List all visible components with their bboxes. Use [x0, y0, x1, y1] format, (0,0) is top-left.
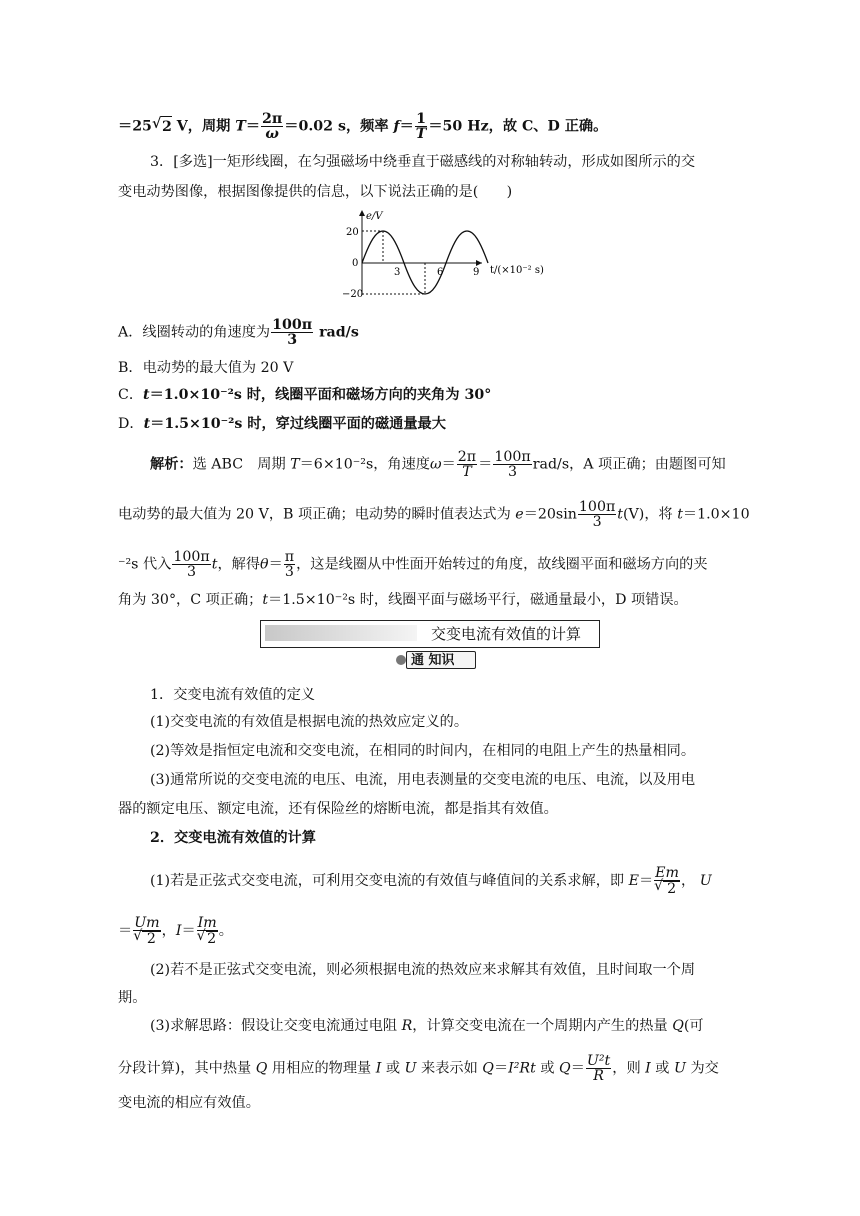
k2-p1-line1: (1)若是正弦式交变电流，可利用交变电流的有效值与峰值间的关系求解，即 E＝ Em √ 2 ， U — [150, 866, 742, 896]
emf-graph — [330, 205, 570, 300]
option-b: B．电动势的最大值为 20 V — [118, 360, 294, 376]
k2-p1-line2: ＝ Um √ 2 ，I＝ Im √ 2 。 — [118, 916, 742, 946]
var-T: T — [235, 118, 246, 135]
badge-label: 通 知识 — [406, 651, 476, 669]
k1-p3a: (3)通常所说的交变电流的电压、电流，用电表测量的交变电流的电压、电流，以及用电 — [150, 772, 696, 788]
y-tick-neg20: −20 — [342, 289, 364, 300]
section-title: 交变电流有效值的计算 — [431, 625, 582, 643]
badge-icon — [396, 655, 406, 665]
section-header — [260, 620, 600, 648]
question-stem-line2: 变电动势图像，根据图像提供的信息，以下说法正确的是( ) — [118, 184, 513, 200]
text: ＝25 — [118, 118, 152, 135]
y-tick-20: 20 — [346, 227, 359, 238]
y-tick-0: 0 — [352, 258, 359, 269]
prev-answer-line: ＝25√ 2 V，周期 T＝ $\frac{2\pi}{\omega}$ ＝0.02 s，频率 f＝ $\frac{1}{T}$ ＝50 Hz，故 C、D 正确。 — [118, 112, 742, 141]
x-tick-6: 6 — [437, 267, 444, 278]
option-d: D．t＝1.5×10⁻²s 时，穿过线圈平面的磁通量最大 — [118, 416, 446, 432]
option-c: C．t＝1.0×10⁻²s 时，线圈平面和磁场方向的夹角为 30° — [118, 387, 492, 403]
y-arrow-icon — [359, 210, 365, 216]
section-tag-bar — [265, 625, 417, 641]
x-tick-3: 3 — [394, 267, 401, 278]
option-a: A．线圈转动的角速度为 $\frac{100\pi}{3}$ rad/s — [118, 317, 359, 348]
x-axis-label: t/(×10⁻² s) — [490, 265, 544, 276]
k2-p2a: (2)若不是正弦式交变电流，则必须根据电流的热效应来求解其有效值，且时间取一个周 — [150, 962, 696, 978]
fraction: $\frac{2\pi}{\omega}$ — [262, 111, 283, 142]
text: V，周期 — [171, 118, 236, 135]
multi-select-tag: [多选] — [173, 154, 213, 170]
analysis-line4: 角为 30°，C 项正确；t＝1.5×10⁻²s 时，线圈平面与磁场平行，磁通量最小，D 项错误。 — [118, 592, 688, 608]
analysis-line1: 解析：选 ABC 周期 T＝6×10⁻²s，角速度ω＝ $\frac{2\pi}{T}$ ＝ $\frac{100\pi}{3}$ rad/s，A 项正确；由题图可知 — [150, 449, 726, 480]
k1-p2: (2)等效是指恒定电流和交变电流，在相同的时间内，在相同的电阻上产生的热量相同。 — [150, 743, 696, 759]
question-stem-line1: 3．[多选]一矩形线圈，在匀强磁场中绕垂直于磁感线的对称轴转动，形成如图所示的交 — [150, 154, 696, 170]
k1-p3b: 器的额定电压、额定电流，还有保险丝的熔断电流，都是指其有效值。 — [118, 801, 558, 817]
knowledge-badge — [396, 651, 476, 669]
y-axis-label: e/V — [366, 211, 383, 222]
k2-p4: 分段计算)，其中热量 Q 用相应的物理量 I 或 U 来表示如 Q＝I²Rt 或 Q＝ $\frac{\text{U²t}}{R}$ ，则 I 或 U 为交 — [118, 1053, 719, 1084]
k1-p1: (1)交变电流的有效值是根据电流的热效应定义的。 — [150, 714, 469, 730]
analysis-line3: ⁻²s 代入 $\frac{100\pi}{3}$ t，解得θ＝ $\frac{\pi}{3}$ ，这是线圈从中性面开始转过的角度，故线圈平面和磁场方向的夹 — [118, 549, 708, 580]
k2-p2b: 期。 — [118, 990, 147, 1006]
fraction: $\frac{1}{T}$ — [415, 111, 427, 142]
sqrt: √ 2 — [161, 116, 172, 137]
analysis-line2: 电动势的最大值为 20 V，B 项正确；电动势的瞬时值表达式为 e＝20sin $\frac{100\pi}{3}$ t(V)，将 t＝1.0×10 — [118, 499, 750, 530]
k1-head: 1．交变电流有效值的定义 — [150, 687, 316, 703]
x-tick-9: 9 — [473, 267, 480, 278]
x-arrow-icon — [476, 260, 482, 266]
k2-p5: 变电流的相应有效值。 — [118, 1095, 260, 1111]
k2-head: 2．交变电流有效值的计算 — [150, 830, 316, 846]
k2-p3: (3)求解思路：假设让交变电流通过电阻 R，计算交变电流在一个周期内产生的热量 Q(可 — [150, 1018, 704, 1034]
